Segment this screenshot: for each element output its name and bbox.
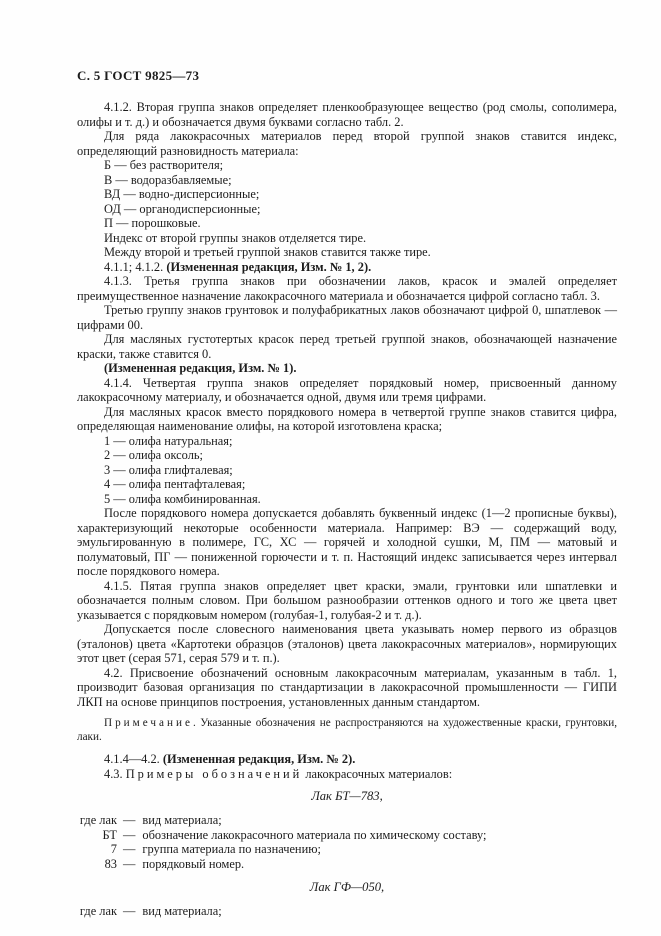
izm-prefix: 4.1.4—4.2.: [104, 752, 163, 767]
paragraph-4-1-5: 4.1.5. Пятая группа знаков определяет цвет краски, эмали, грунтовки или шпатлевки и обозначается полным словом. При большом разнообразии оттенков одного и того же цвета цвет указывается с порядковым номером (голубая-1, голубая-2 и т. д.).: [77, 578, 617, 622]
definition-term: БТ: [102, 827, 117, 842]
definition-text: вид материала;: [142, 903, 222, 918]
formula-lak-gf-050: Лак ГФ—050,: [309, 879, 385, 894]
list-item: Б — без растворителя;: [104, 158, 224, 172]
paragraph-izm-1-2: [77, 260, 617, 275]
note-text: . Указанные обозначения не распространяются на художественные краски, грунтовки, лаки.: [77, 717, 617, 743]
list-item: В — водоразбавляемые;: [104, 172, 232, 187]
definition-row: [77, 904, 617, 919]
definition-dash: —: [123, 813, 136, 828]
paragraph-kartoteka: Допускается после словесного наименования цвета указывать номер первого из образцов (эталонов) цвета «Картотеки образцов (эталонов) цвета лакокрасочных материалов», нормирующих этот цвет (серая 571, серая 579 и т. п.).: [77, 622, 617, 665]
p43-prefix: 4.3.: [104, 766, 126, 781]
definition-list-2: [77, 904, 617, 919]
paragraph-izm-2: [77, 752, 617, 767]
note-paragraph: [77, 717, 617, 744]
definition-term: 83: [104, 856, 117, 871]
definition-list-1: [77, 813, 617, 871]
paragraph-gustotertye: Для масляных густотертых красок перед третьей группой знаков, обозначающей назначение краски, также ставится 0.: [77, 332, 617, 361]
definition-row: [77, 828, 617, 843]
definition-term: где лак: [79, 813, 117, 828]
definition-text: обозначение лакокрасочного материала по химическому составу;: [142, 827, 487, 842]
definition-row: [77, 813, 617, 828]
p43-suffix: лакокрасочных материалов:: [302, 766, 453, 781]
paragraph-gruntovki: Третью группу знаков грунтовок и полуфабрикатных лаков обозначают цифрой 0, шпатлевок — цифрами 00.: [77, 303, 617, 332]
list-item: 2 — олифа оксоль;: [104, 448, 203, 462]
definition-dash: —: [123, 827, 136, 842]
definition-text: порядковый номер.: [142, 856, 245, 871]
list-item: 4 — олифа пентафталевая;: [104, 477, 246, 491]
list-item: 5 — олифа комбинированная.: [104, 491, 261, 506]
paragraph-4-3: [77, 767, 617, 782]
izm-prefix: 4.1.1; 4.1.2.: [104, 259, 167, 274]
definition-term: 7: [110, 842, 117, 857]
definition-row: [77, 842, 617, 857]
definition-dash: —: [123, 842, 136, 857]
paragraph-index-intro: Для ряда лакокрасочных материалов перед второй группой знаков ставится индекс, определяющий разновидность материала:: [77, 129, 617, 158]
izm-bold-text: (Измененная редакция, Изм. № 2).: [162, 752, 356, 767]
izm-bold-text: (Измененная редакция, Изм. № 1, 2).: [166, 259, 372, 274]
definition-dash: —: [123, 856, 136, 871]
olifa-number-list: [77, 434, 617, 507]
paragraph-4-1-4: 4.1.4. Четвертая группа знаков определяет порядковый номер, присвоенный данному лакокрасочному материалу, и обозначается одной, двумя или тремя цифрами.: [77, 375, 617, 404]
list-item: 3 — олифа глифталевая;: [104, 462, 233, 477]
note-label: Примечание: [104, 717, 193, 729]
paragraph-olifa-intro: Для масляных красок вместо порядкового номера в четвертой группе знаков ставится цифра, определяющая наименование олифы, на которой изготовлена краска;: [77, 404, 617, 433]
page-header: С. 5 ГОСТ 9825—73: [77, 68, 200, 83]
paragraph-izm-1: [77, 361, 617, 376]
paragraph-4-2: 4.2. Присвоение обозначений основным лакокрасочным материалам, указанным в табл. 1, производит базовая организация по стандартизации в лакокрасочной промышленности — ГИПИ ЛКП на основе принципов построения, установленных данным стандартом.: [77, 665, 617, 709]
p43-spaced-words: Примеры обозначений: [125, 766, 303, 781]
paragraph-tire-2: Между второй и третьей группой знаков ставится также тире.: [104, 245, 431, 259]
list-item: П — порошковые.: [104, 216, 201, 230]
izm-bold-text: (Измененная редакция, Изм. № 1).: [104, 361, 297, 375]
paragraph-bukv-index: После порядкового номера допускается добавлять буквенный индекс (1—2 прописные буквы), характеризующий некоторые особенности материала. Например: ВЭ — содержащий воду, эмульгированную в полимере, ГС, ХС — горячей и холодной сушки, М, ПМ — матовый и полуматовый, ПГ — пониженной горючести и т. п. Настоящий индекс записывается через интервал после порядкового номера.: [77, 506, 617, 578]
definition-text: группа материала по назначению;: [142, 842, 321, 857]
definition-term: где лак: [79, 903, 117, 918]
paragraph-4-1-2: 4.1.2. Вторая группа знаков определяет пленкообразующее вещество (род смолы, сополимера, олифы и т. д.) и обозначается двумя буквами согласно табл. 2.: [77, 100, 617, 129]
formula-lak-bt-783: Лак БТ—783,: [311, 789, 383, 804]
list-item: ВД — водно-дисперсионные;: [104, 187, 260, 201]
index-letter-list: [77, 158, 617, 231]
paragraph-4-1-3: 4.1.3. Третья группа знаков при обозначении лаков, красок и эмалей определяет преимущественное назначение лакокрасочного материала и обозначается цифрой согласно табл. 3.: [77, 274, 617, 303]
definition-text: вид материала;: [142, 813, 222, 828]
definition-row: [77, 857, 617, 872]
paragraph-tire-1: Индекс от второй группы знаков отделяется тире.: [104, 230, 367, 245]
list-item: ОД — органодисперсионные;: [104, 201, 261, 216]
list-item: 1 — олифа натуральная;: [104, 433, 233, 448]
definition-dash: —: [123, 903, 136, 918]
